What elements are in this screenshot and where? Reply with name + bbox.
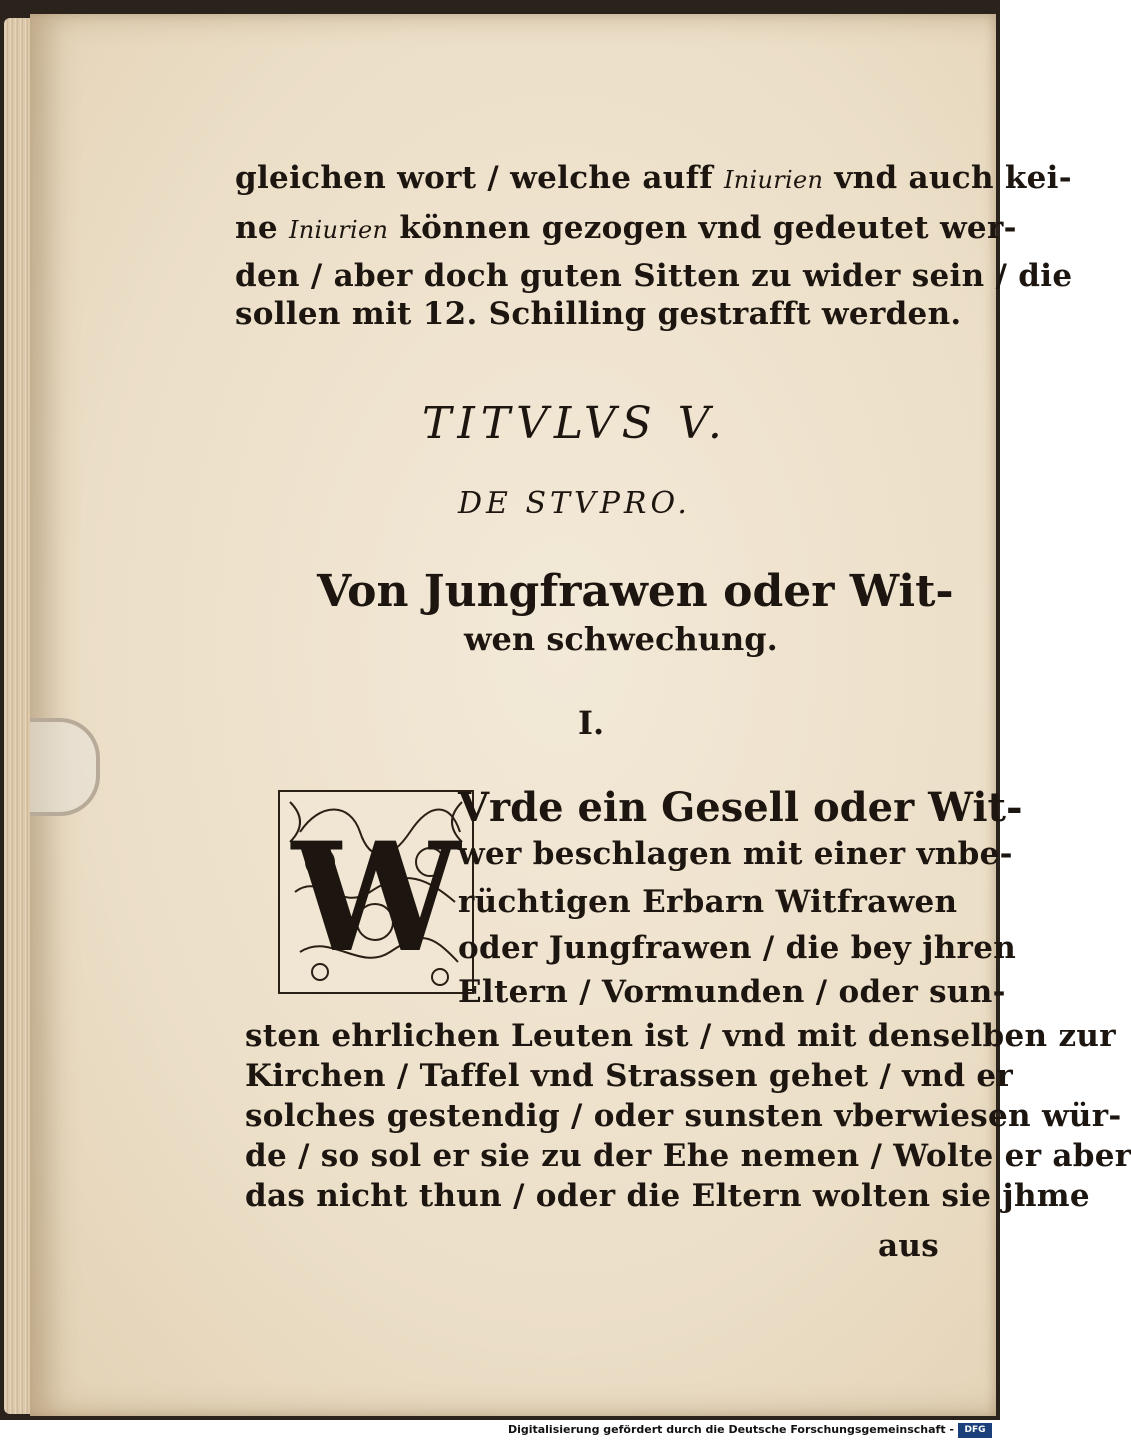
text-line: Eltern / Vormunden / oder sun- — [458, 974, 1006, 1010]
footer-bar — [0, 1420, 1000, 1441]
section-number: I. — [578, 704, 605, 742]
section-subtitle: DE STVPRO. — [458, 486, 691, 521]
footer-credit: Digitalisierung gefördert durch die Deutsche Forschungsgemeinschaft - — [507, 1423, 954, 1436]
initial-ornament — [280, 792, 472, 992]
initial-letter: W — [291, 810, 461, 986]
section-title: TITVLVS V. — [422, 398, 728, 449]
text-line: sten ehrlichen Leuten ist / vnd mit denselben zur — [245, 1018, 1116, 1054]
text-line: sollen mit 12. Schilling gestrafft werden. — [235, 296, 962, 332]
text-line: den / aber doch guten Sitten zu wider sein / die — [235, 258, 1073, 294]
heading-line: wen schwechung. — [464, 620, 778, 658]
text-line: wer beschlagen mit einer vnbe- — [458, 836, 1013, 872]
heading-line: Von Jungfrawen oder Wit- — [317, 566, 954, 617]
decorated-initial — [278, 790, 474, 994]
text-line: solches gestendig / oder sunsten vberwiesen wür- — [245, 1098, 1122, 1134]
text-line: oder Jungfrawen / die bey jhren — [458, 930, 1017, 966]
text-line: das nicht thun / oder die Eltern wolten sie jhme — [245, 1178, 1090, 1214]
text-line: gleichen wort / welche auff Iniurien vnd auch kei- — [235, 160, 1072, 196]
book-page — [30, 14, 1131, 1416]
text-line: Vrde ein Gesell oder Wit- — [458, 784, 1023, 831]
catchword: aus — [878, 1228, 939, 1264]
page-clip — [30, 718, 100, 816]
dfg-logo: DFG — [958, 1423, 992, 1438]
text-line: ne Iniurien können gezogen vnd gedeutet wer- — [235, 210, 1017, 246]
text-line: de / so sol er sie zu der Ehe nemen / Wolte er aber — [245, 1138, 1131, 1174]
text-line: Kirchen / Taffel vnd Strassen gehet / vnd er — [245, 1058, 1014, 1094]
text-line: rüchtigen Erbarn Witfrawen — [458, 884, 958, 920]
